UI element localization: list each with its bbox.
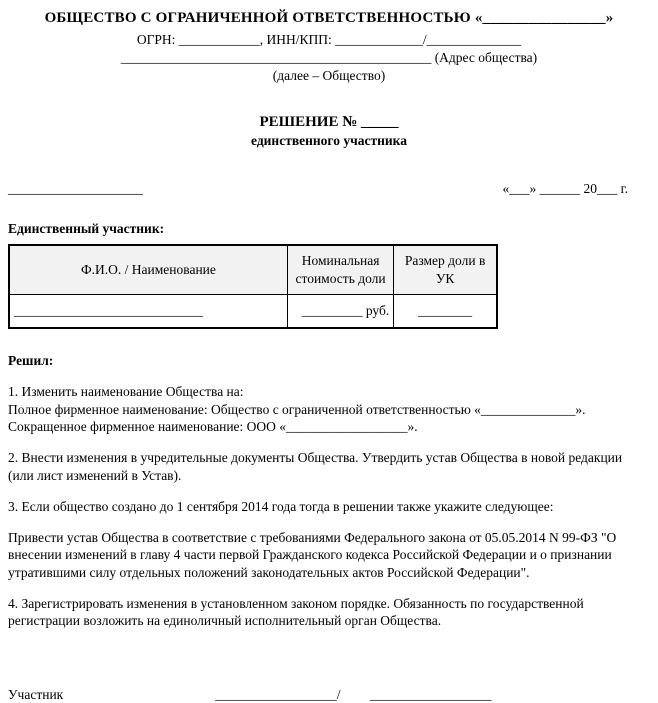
signature-fields <box>215 687 491 703</box>
column-header-nominal-value: Номинальная стоимость доли <box>287 245 393 295</box>
resolved-heading: Решил: <box>8 353 54 369</box>
share-size-blank: ________ <box>394 295 497 329</box>
participant-table-header-row <box>9 245 497 295</box>
column-header-share-size: Размер доли в УК <box>394 245 497 295</box>
sole-participant-heading: Единственный участник: <box>8 221 165 237</box>
place-blank-line: ____________________ <box>8 181 143 197</box>
resolution-1-line-1: 1. Изменить наименование Общества на: <box>8 384 244 400</box>
participant-name-blank: ____________________________ <box>9 295 287 329</box>
resolution-1-line-2: Полное фирменное наименование: Общество с ограниченной ответственностью «______________». <box>8 401 586 417</box>
resolution-item-1 <box>8 383 650 435</box>
column-header-name: Ф.И.О. / Наименование <box>9 245 287 295</box>
participant-table-data-row <box>9 295 497 329</box>
date-blank-line: «___» ______ 20___ г. <box>502 181 628 197</box>
name-blank-line: __________________ <box>369 687 492 703</box>
resolution-item-3: 3. Если общество создано до 1 сентября 2014 года тогда в решении также укажите следующее: <box>8 498 554 514</box>
resolution-item-3-law-text: Привести устав Общества в соответствие с требованиями Федерального закона от 05.05.2014 N 99-ФЗ "О внесении изменений в главу 4 части первой Гражданского кодекса Российской Федерации и о признании утратившими силу отдельных положений законодательных актов Российской Федерации". <box>8 530 617 580</box>
document-title: РЕШЕНИЕ № _____ <box>259 114 399 131</box>
participant-table <box>8 244 498 329</box>
place-date-row <box>8 181 650 197</box>
nominal-value-blank: _________ руб. <box>287 295 393 329</box>
resolution-1-line-3: Сокращенное фирменное наименование: ООО «__________________». <box>8 418 418 434</box>
signature-blank-line: __________________ <box>215 687 337 703</box>
signature-slash: / <box>336 687 341 703</box>
participant-label: Участник <box>8 687 64 703</box>
company-address-line: ______________________________________________ (Адрес общества) <box>120 49 538 65</box>
ogrn-inn-kpp-line: ОГРН: ____________, ИНН/КПП: _____________/______________ <box>136 32 522 47</box>
resolution-item-2: 2. Внести изменения в учредительные документы Общества. Утвердить устав Общества в новой редакции (или лист изменений в Устав). <box>8 450 623 483</box>
resolution-item-4: 4. Зарегистрировать изменения в установленном законом порядке. Обязанность по государственной регистрации возложить на единоличный исполнительный орган Общества. <box>8 595 584 629</box>
signature-row <box>8 687 650 703</box>
hereinafter-line: (далее – Общество) <box>272 67 386 83</box>
company-name-line: ОБЩЕСТВО С ОГРАНИЧЕННОЙ ОТВЕТСТВЕННОСТЬЮ «________________» <box>44 10 614 26</box>
resolutions-list <box>8 383 650 629</box>
document-subtitle: единственного участника <box>251 133 407 149</box>
